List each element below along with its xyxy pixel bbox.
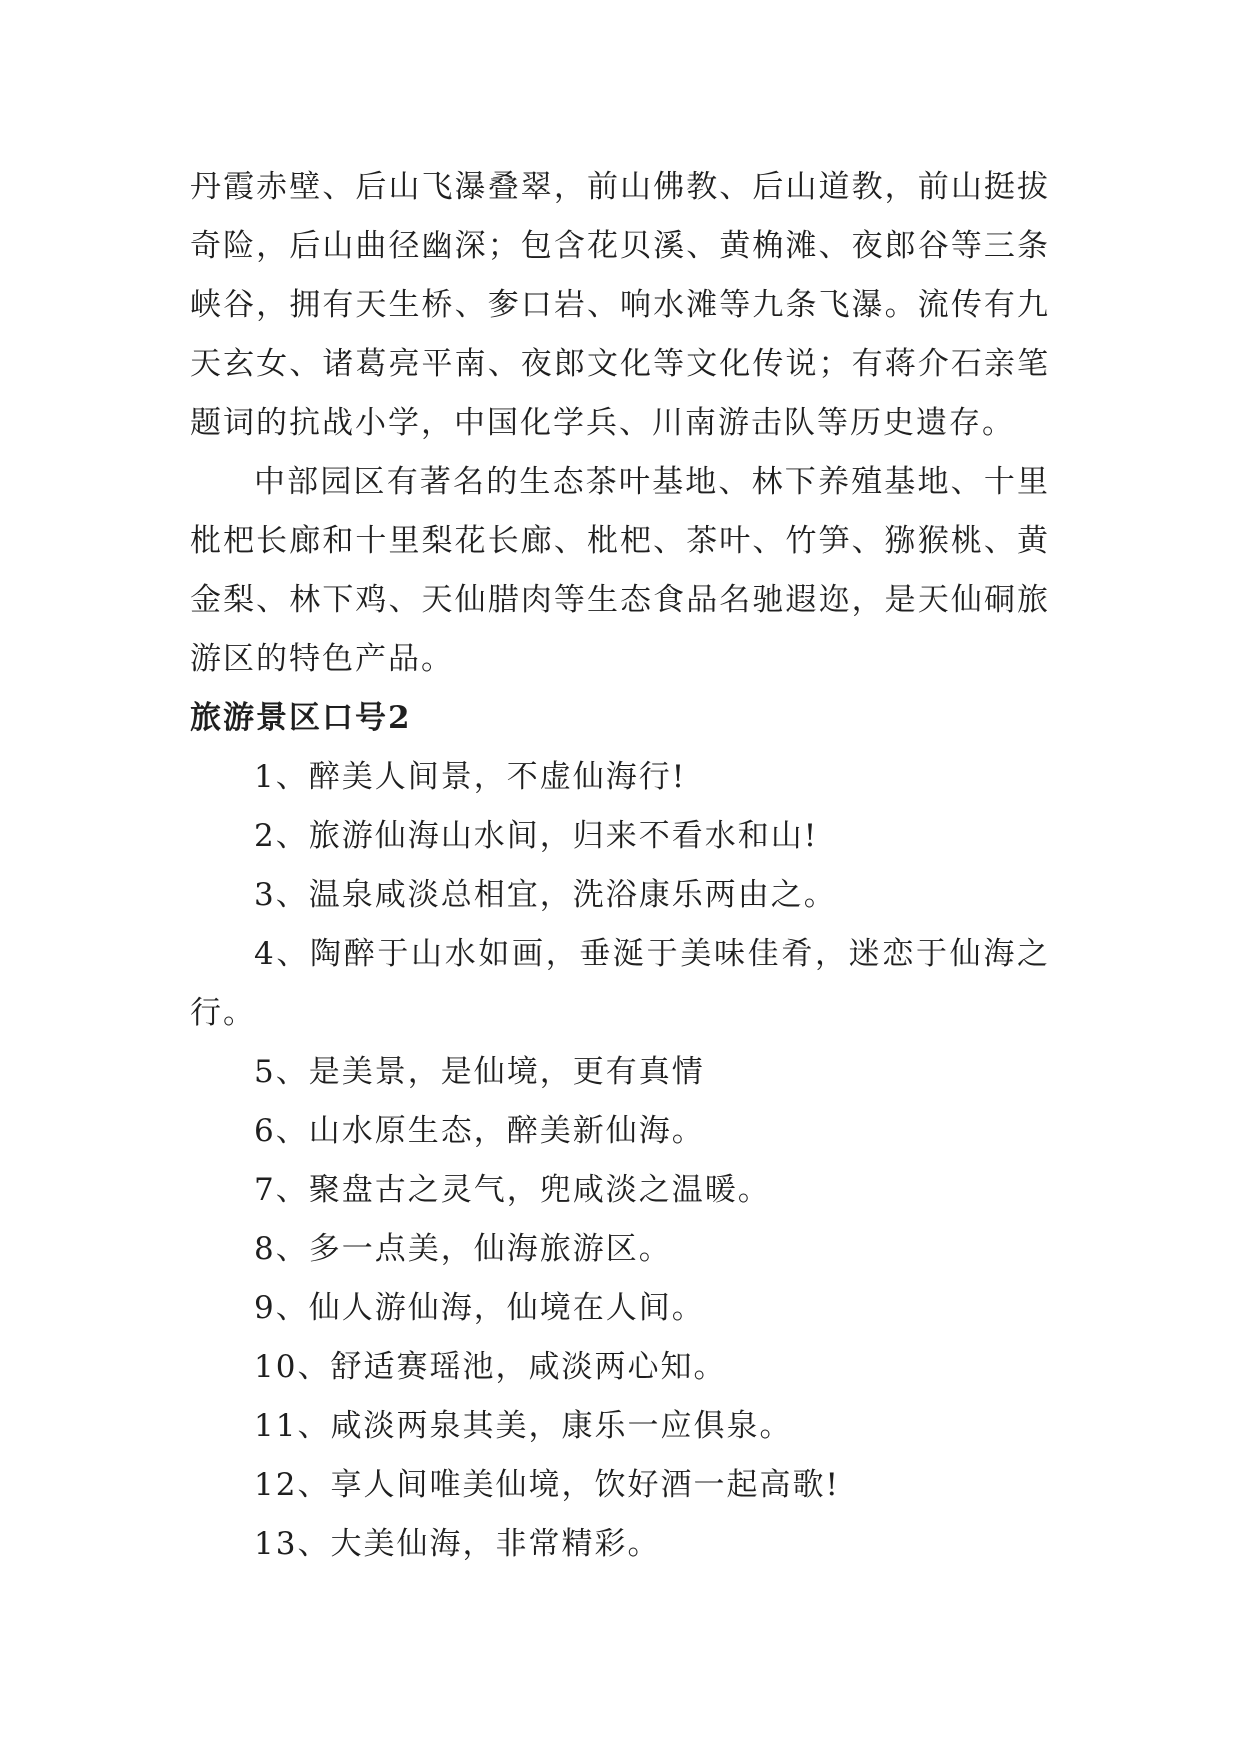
list-item: 13、大美仙海，非常精彩。 [254,1526,661,1562]
list-item: 3、温泉咸淡总相宜，洗浴康乐两由之。 [254,877,837,913]
list-item: 9、仙人游仙海，仙境在人间。 [254,1290,705,1326]
list-item: 10、舒适赛瑶池，咸淡两心知。 [254,1349,727,1385]
list-item: 8、多一点美，仙海旅游区。 [254,1231,672,1267]
paragraph-central-park: 中部园区有著名的生态茶叶基地、林下养殖基地、十里枇杷长廊和十里梨花长廊、枇杷、茶叶、竹笋、猕猴桃、黄金梨、林下鸡、天仙腊肉等生态食品名驰遐迩，是天仙硐旅游区的特色产品。 [190,464,1050,677]
list-item: 5、是美景，是仙境，更有真情 [254,1054,705,1090]
paragraph-scenic-features: 丹霞赤壁、后山飞瀑叠翠，前山佛教、后山道教，前山挺拔奇险，后山曲径幽深；包含花贝溪、黄桷滩、夜郎谷等三条峡谷，拥有天生桥、奓口岩、响水滩等九条飞瀑。流传有九天玄女、诸葛亮平南、夜郎文化等文化传说；有蒋介石亲笔题词的抗战小学，中国化学兵、川南游击队等历史遗存。 [190,169,1050,441]
slogan-list [190,748,1050,1574]
document-page [190,158,1050,1574]
list-item: 4、陶醉于山水如画，垂涎于美味佳肴，迷恋于仙海之行。 [190,936,1050,1031]
list-item: 6、山水原生态，醉美新仙海。 [254,1113,705,1149]
section-title: 旅游景区口号2 [190,700,412,736]
list-item: 12、享人间唯美仙境，饮好酒一起高歌! [254,1467,840,1503]
list-item: 7、聚盘古之灵气，兜咸淡之温暖。 [254,1172,771,1208]
list-item: 11、咸淡两泉其美，康乐一应俱泉。 [254,1408,793,1444]
list-item: 2、旅游仙海山水间，归来不看水和山! [254,818,819,854]
list-item: 1、醉美人间景，不虚仙海行! [254,759,687,795]
